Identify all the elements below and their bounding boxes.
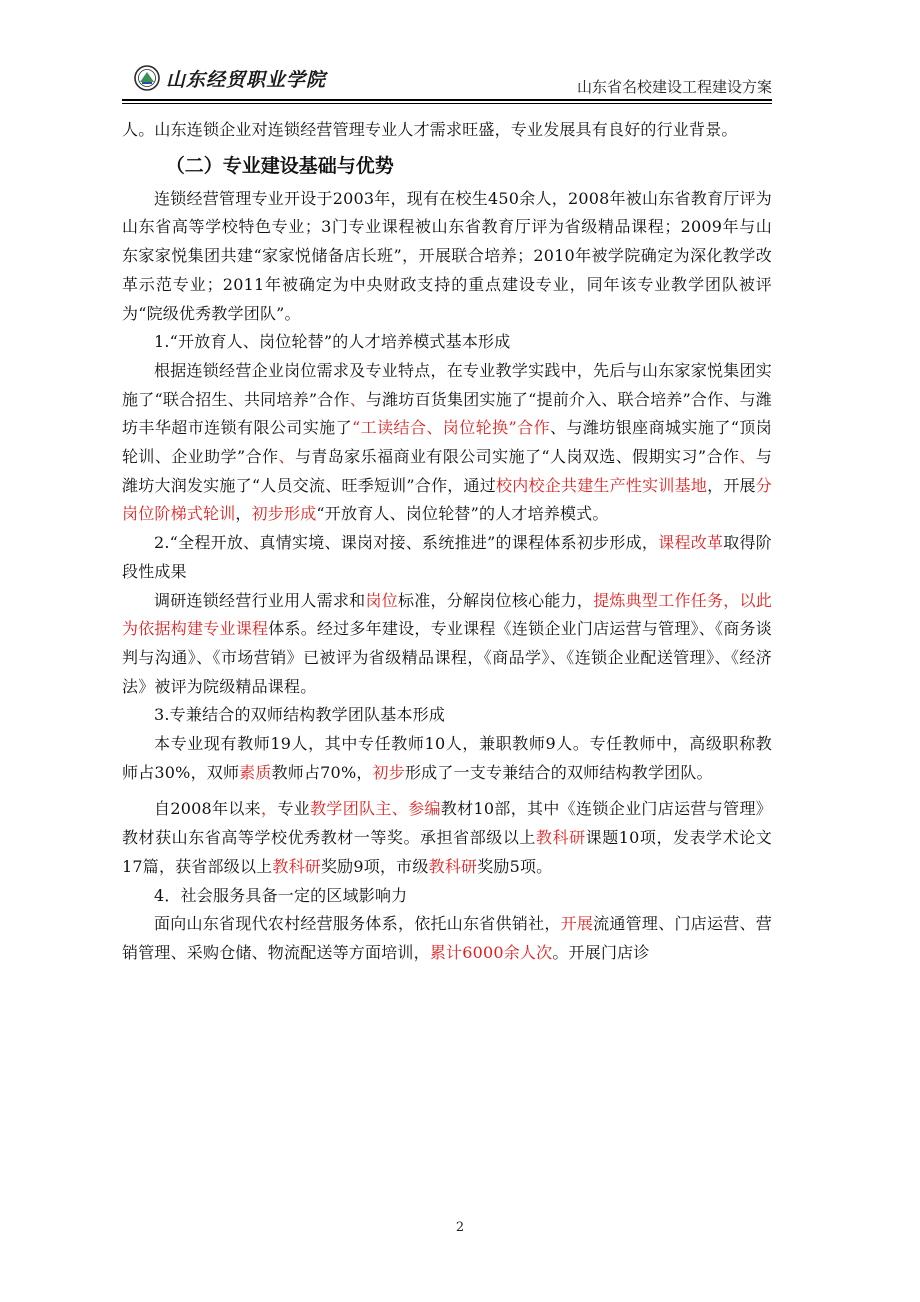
highlighted-text: 累计6000余人次 <box>429 942 553 962</box>
school-name: 山东经贸职业学院 <box>166 68 327 91</box>
header-rule-thick <box>122 99 772 101</box>
text-run: 奖励9项，市级 <box>320 856 429 876</box>
text-run: 标准，分解岗位核心能力， <box>397 590 594 610</box>
text-run: 流通管理、门店运营、营销管理、采购仓储、物流配送等方面培训， <box>122 914 772 962</box>
highlighted-text: 教科研 <box>272 856 321 876</box>
text-run: 。开展门店诊 <box>552 942 650 962</box>
text-run: 自2008年以来 <box>154 799 262 819</box>
text-run: 奖励5项。 <box>477 856 553 876</box>
text-run: 本专业现有教师19人，其中专任教师10人，兼职教师9人。专任教师中，高级职称教师占30%，双师 <box>122 734 772 782</box>
section-heading: （二）专业建设基础与优势 <box>165 154 394 177</box>
highlighted-text: 校内校企共建生产性实训基地 <box>496 475 708 495</box>
highlighted-text: 开展 <box>560 914 594 934</box>
text-run: 专业 <box>277 799 311 819</box>
highlighted-text: ， <box>261 799 278 819</box>
highlighted-text: 、 <box>278 447 295 467</box>
highlighted-text: 岗位 <box>365 590 398 610</box>
school-seal-icon <box>134 65 160 91</box>
highlighted-text: 课程改革 <box>658 533 724 553</box>
text-run: 调研连锁经营行业用人需求和 <box>154 590 366 610</box>
text-run: 与潍坊百货集团实施了“提前介入、联合培养”合作、与潍坊丰华超市连锁有限公司实施了 <box>122 389 773 438</box>
text-run: ，开展 <box>707 475 756 495</box>
subheading-1: 1.“开放育人、岗位轮替”的人才培养模式基本形成 <box>154 332 511 352</box>
highlighted-text: 教科研 <box>428 856 478 876</box>
highlighted-text: 初步 <box>372 762 405 782</box>
subheading-4: 4．社会服务具备一定的区域影响力 <box>154 885 408 905</box>
paragraph-social-service <box>122 910 772 967</box>
highlighted-text: 、 <box>739 447 756 467</box>
highlighted-text: “工读结合、岗位轮换”合作 <box>352 418 551 438</box>
highlighted-text: 素质 <box>239 762 272 782</box>
text-run: 形成了一支专兼结合的双师结构教学团队。 <box>404 762 713 782</box>
text-run: 取得阶段性成果 <box>122 533 772 581</box>
paragraph-foundation: 连锁经营管理专业开设于2003年，现有在校生450余人，2008年被山东省教育厅评为山东省高等学校特色专业；3门专业课程被山东省教育厅评为省级精品课程；2009年与山东家家悦集团共建“家家悦储备店长班”，开展联合培养；2010年被学院确定为深化教学改革示范专业；2011年被确定为中央财政支持的重点建设专业，同年该专业教学团队被评为“院级优秀教学团队”。 <box>122 188 772 323</box>
paragraph-training-model <box>122 357 772 529</box>
paragraph-curriculum <box>122 587 772 702</box>
text-run: 2.“全程开放、真情实境、课岗对接、系统推进”的课程体系初步形成， <box>154 533 659 553</box>
text-run: 与青岛家乐福商业有限公司实施了“人岗双选、假期实习”合作 <box>294 447 740 467</box>
text-run: 课题10项，发表学术论文17篇，获省部级以上 <box>122 828 772 876</box>
text-run: 根据连锁经营企业岗位需求及专业特点，在专业教学实践中，先后与山东家家悦集团实施了“联合招生、共同培养”合作 <box>122 360 772 409</box>
text-run: 教材10部，其中《连锁企业门店运营与管理》教材获山东省高等学校优秀教材一等奖。承担省部级以上 <box>122 799 772 848</box>
highlighted-text: 教学团队主、参编 <box>310 799 441 819</box>
highlighted-text: 分岗位阶梯式轮训 <box>122 475 772 524</box>
header-rule-thin <box>122 103 772 104</box>
subheading-2 <box>122 529 772 586</box>
page-body <box>122 116 772 968</box>
school-logo <box>134 62 326 94</box>
paragraph-intro-tail: 人。山东连锁企业对连锁经营管理专业人才需求旺盛，专业发展具有良好的行业背景。 <box>122 120 738 139</box>
paragraph-textbooks <box>122 795 772 881</box>
subheading-3: 3.专兼结合的双师结构教学团队基本形成 <box>154 705 446 725</box>
highlighted-text: 初步形成 <box>251 504 317 524</box>
text-run: 、与潍坊银座商城实施了“顶岗轮训、企业助学”合作 <box>122 418 772 467</box>
highlighted-text: 、 <box>349 389 366 409</box>
paragraph-gap <box>122 787 772 795</box>
paragraph-teaching-team <box>122 730 772 787</box>
text-run: 与潍坊大润发实施了“人员交流、旺季短训”合作，通过 <box>122 447 773 495</box>
text-run: ， <box>235 504 252 524</box>
text-run: 体系。经过多年建设，专业课程《连锁企业门店运营与管理》、《商务谈判与沟通》、《市场营销》已被评为省级精品课程，《商品学》、《连锁企业配送管理》、《经济法》被评为院级精品课程。 <box>122 619 772 696</box>
text-run: 教师占70%， <box>271 762 373 782</box>
text-run: “开放育人、岗位轮替”的人才培养模式。 <box>316 504 609 524</box>
highlighted-text: 教科研 <box>535 828 586 848</box>
document-title: 山东省名校建设工程建设方案 <box>576 78 772 96</box>
page-number: 2 <box>455 1220 465 1235</box>
highlighted-text: 提炼典型工作任务，以此为依据构建专业课程 <box>122 590 772 639</box>
page-header <box>122 56 772 102</box>
text-run: 面向山东省现代农村经营服务体系，依托山东省供销社， <box>154 914 561 934</box>
